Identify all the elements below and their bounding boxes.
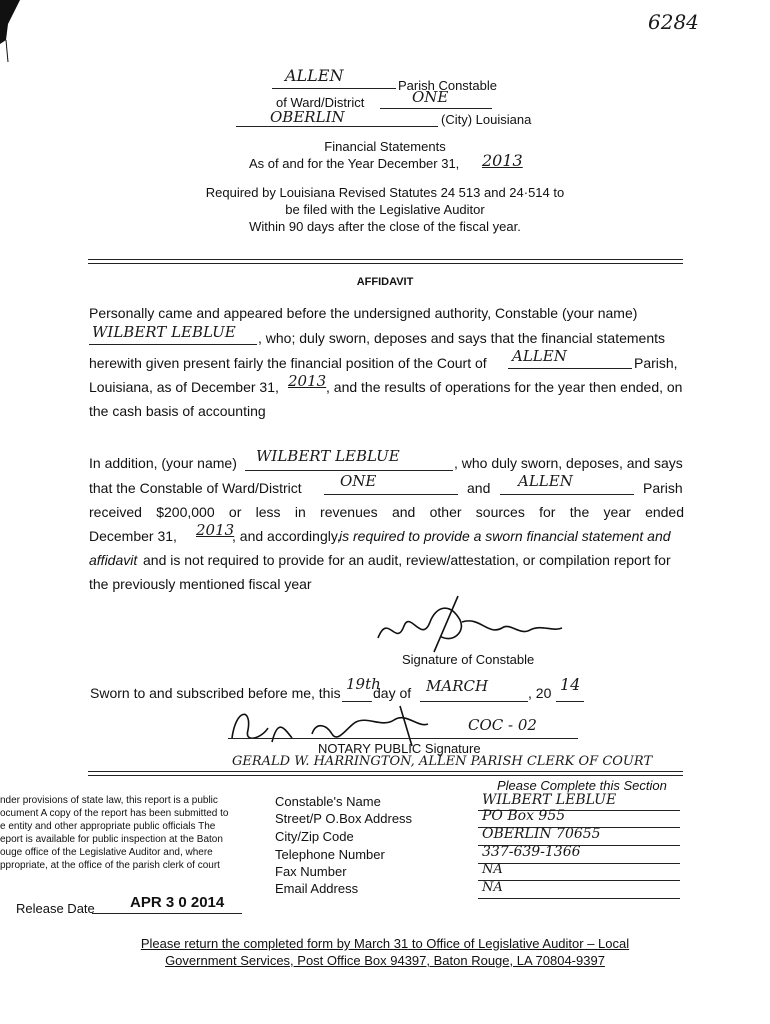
sworn-day: 19th bbox=[346, 675, 381, 693]
p2-ward: ONE bbox=[340, 472, 377, 490]
sworn-year: 14 bbox=[560, 675, 581, 694]
city-line bbox=[236, 126, 438, 127]
corner-number: 6284 bbox=[648, 10, 699, 34]
p2-line-2a: that the Constable of Ward/District bbox=[89, 480, 302, 496]
fs-year: 2013 bbox=[482, 151, 523, 170]
p1-line-4b: , and the results of operations for the year then ended, on bbox=[326, 379, 683, 395]
fs-asof: As of and for the Year December 31, bbox=[249, 156, 460, 171]
scan-corner-mark bbox=[0, 0, 24, 70]
release-label: Release Date bbox=[16, 901, 95, 916]
p2-ward-line bbox=[324, 494, 458, 495]
field-label-fax: Fax Number bbox=[275, 864, 347, 879]
complete-title: Please Complete this Section bbox=[497, 778, 667, 793]
p1-name: WILBERT LEBLUE bbox=[92, 323, 236, 341]
field-label-email: Email Address bbox=[275, 881, 359, 896]
notary-label: NOTARY PUBLIC Signature bbox=[318, 741, 481, 756]
p2-line-1a: In addition, (your name) bbox=[89, 455, 237, 471]
p2-parish-line bbox=[500, 494, 634, 495]
p2-line-3: received $200,000 or less in revenues and other sources for the year ended bbox=[89, 504, 684, 520]
p2-parish-suffix: Parish bbox=[643, 480, 683, 496]
divider-bottom bbox=[88, 771, 683, 772]
ward-label: of Ward/District bbox=[276, 95, 365, 110]
constable-sig-label: Signature of Constable bbox=[402, 652, 535, 667]
parish-line bbox=[272, 88, 396, 89]
field-label-city: City/Zip Code bbox=[275, 829, 354, 844]
req-line-1: Required by Louisiana Revised Statutes 24 513 and 24·514 to bbox=[205, 185, 565, 200]
sworn-month: MARCH bbox=[426, 677, 489, 695]
p1-line-4a: Louisiana, as of December 31, bbox=[89, 379, 279, 395]
field-value-fax: NA bbox=[482, 862, 503, 877]
divider-bottom-2 bbox=[88, 775, 683, 776]
notice-line: eport is available for public inspection at the Baton bbox=[0, 834, 223, 845]
release-value: APR 3 0 2014 bbox=[130, 894, 225, 911]
p2-line-5b: and is not required to provide for an audit, review/attestation, or compilation report for bbox=[143, 552, 671, 568]
p2-line-4c: is required to provide a sworn financial statement and bbox=[339, 528, 671, 544]
city-label: (City) Louisiana bbox=[441, 112, 532, 127]
p1-parish-line bbox=[508, 368, 632, 369]
field-label-phone: Telephone Number bbox=[275, 847, 385, 862]
sworn-text-b: day of bbox=[373, 685, 412, 701]
p1-parish: ALLEN bbox=[512, 347, 567, 365]
notice-line: nder provisions of state law, this report is a public bbox=[0, 795, 218, 806]
p2-line-6: the previously mentioned fiscal year bbox=[89, 576, 312, 592]
sworn-text-c: , 20 bbox=[528, 685, 552, 701]
p2-line-5a: affidavit bbox=[89, 552, 138, 568]
notary-line bbox=[228, 738, 578, 739]
p2-and: and bbox=[467, 480, 491, 496]
notice-line: ouge office of the Legislative Auditor and, where bbox=[0, 847, 213, 858]
p2-parish: ALLEN bbox=[518, 472, 573, 490]
p2-line-4b: , and accordingly, bbox=[232, 528, 341, 544]
field-value-email: NA bbox=[482, 880, 503, 895]
field-value-phone: 337-639-1366 bbox=[482, 844, 581, 860]
field-line-fax bbox=[478, 880, 680, 881]
p1-line-2: , who; duly sworn, deposes and says that the financial statements bbox=[258, 330, 666, 346]
p2-line-4a: December 31, bbox=[89, 528, 177, 544]
parish-value: ALLEN bbox=[285, 66, 344, 85]
p1-line-1: Personally came and appeared before the undersigned authority, Constable (your name) bbox=[89, 305, 638, 321]
notice-line: ocument A copy of the report has been submitted to bbox=[0, 808, 229, 819]
field-value-address: PO Box 955 bbox=[482, 808, 566, 824]
p1-line-3: herewith given present fairly the financial position of the Court of bbox=[89, 355, 487, 371]
parish-label: Parish Constable bbox=[398, 78, 497, 93]
p1-line-5: the cash basis of accounting bbox=[89, 403, 266, 419]
notice-line: ppropriate, at the office of the parish clerk of court bbox=[0, 860, 220, 871]
sworn-text-a: Sworn to and subscribed before me, this bbox=[90, 685, 341, 701]
field-label-address: Street/P O.Box Address bbox=[275, 811, 413, 826]
footer-line-1: Please return the completed form by March 31 to Office of Legislative Auditor – Local bbox=[140, 936, 630, 951]
ward-line bbox=[380, 108, 492, 109]
p2-name-line bbox=[245, 470, 453, 471]
field-line-phone bbox=[478, 863, 680, 864]
constable-signature bbox=[370, 592, 570, 660]
notice-line: e entity and other appropriate public officials The bbox=[0, 821, 216, 832]
p1-name-line bbox=[89, 344, 257, 345]
req-line-2: be filed with the Legislative Auditor bbox=[285, 202, 485, 217]
public-notice bbox=[0, 794, 262, 872]
notary-code: COC - 02 bbox=[468, 716, 537, 734]
divider-top-2 bbox=[88, 263, 683, 264]
p1-year: 2013 bbox=[288, 372, 327, 390]
req-line-3: Within 90 days after the close of the fiscal year. bbox=[249, 219, 521, 234]
field-value-name: WILBERT LEBLUE bbox=[482, 792, 617, 808]
footer-line-2: Government Services, Post Office Box 94397, Baton Rouge, LA 70804-9397 bbox=[165, 953, 605, 968]
fs-title: Financial Statements bbox=[324, 139, 446, 154]
sworn-year-line bbox=[556, 701, 584, 702]
notary-name: GERALD W. HARRINGTON, ALLEN PARISH CLERK OF COURT bbox=[232, 754, 653, 769]
p1-parish-suffix: Parish, bbox=[634, 355, 678, 371]
field-line-email bbox=[478, 898, 680, 899]
p2-line-1b: , who duly sworn, deposes, and says bbox=[454, 455, 683, 471]
field-value-city: OBERLIN 70655 bbox=[482, 826, 601, 842]
p2-year: 2013 bbox=[196, 521, 235, 539]
release-line bbox=[92, 913, 242, 914]
ward-value: ONE bbox=[412, 88, 449, 106]
field-label-name: Constable's Name bbox=[275, 794, 381, 809]
p2-name: WILBERT LEBLUE bbox=[256, 447, 400, 465]
city-value: OBERLIN bbox=[270, 108, 345, 126]
divider-top bbox=[88, 259, 683, 260]
affidavit-title: AFFIDAVIT bbox=[356, 276, 414, 288]
